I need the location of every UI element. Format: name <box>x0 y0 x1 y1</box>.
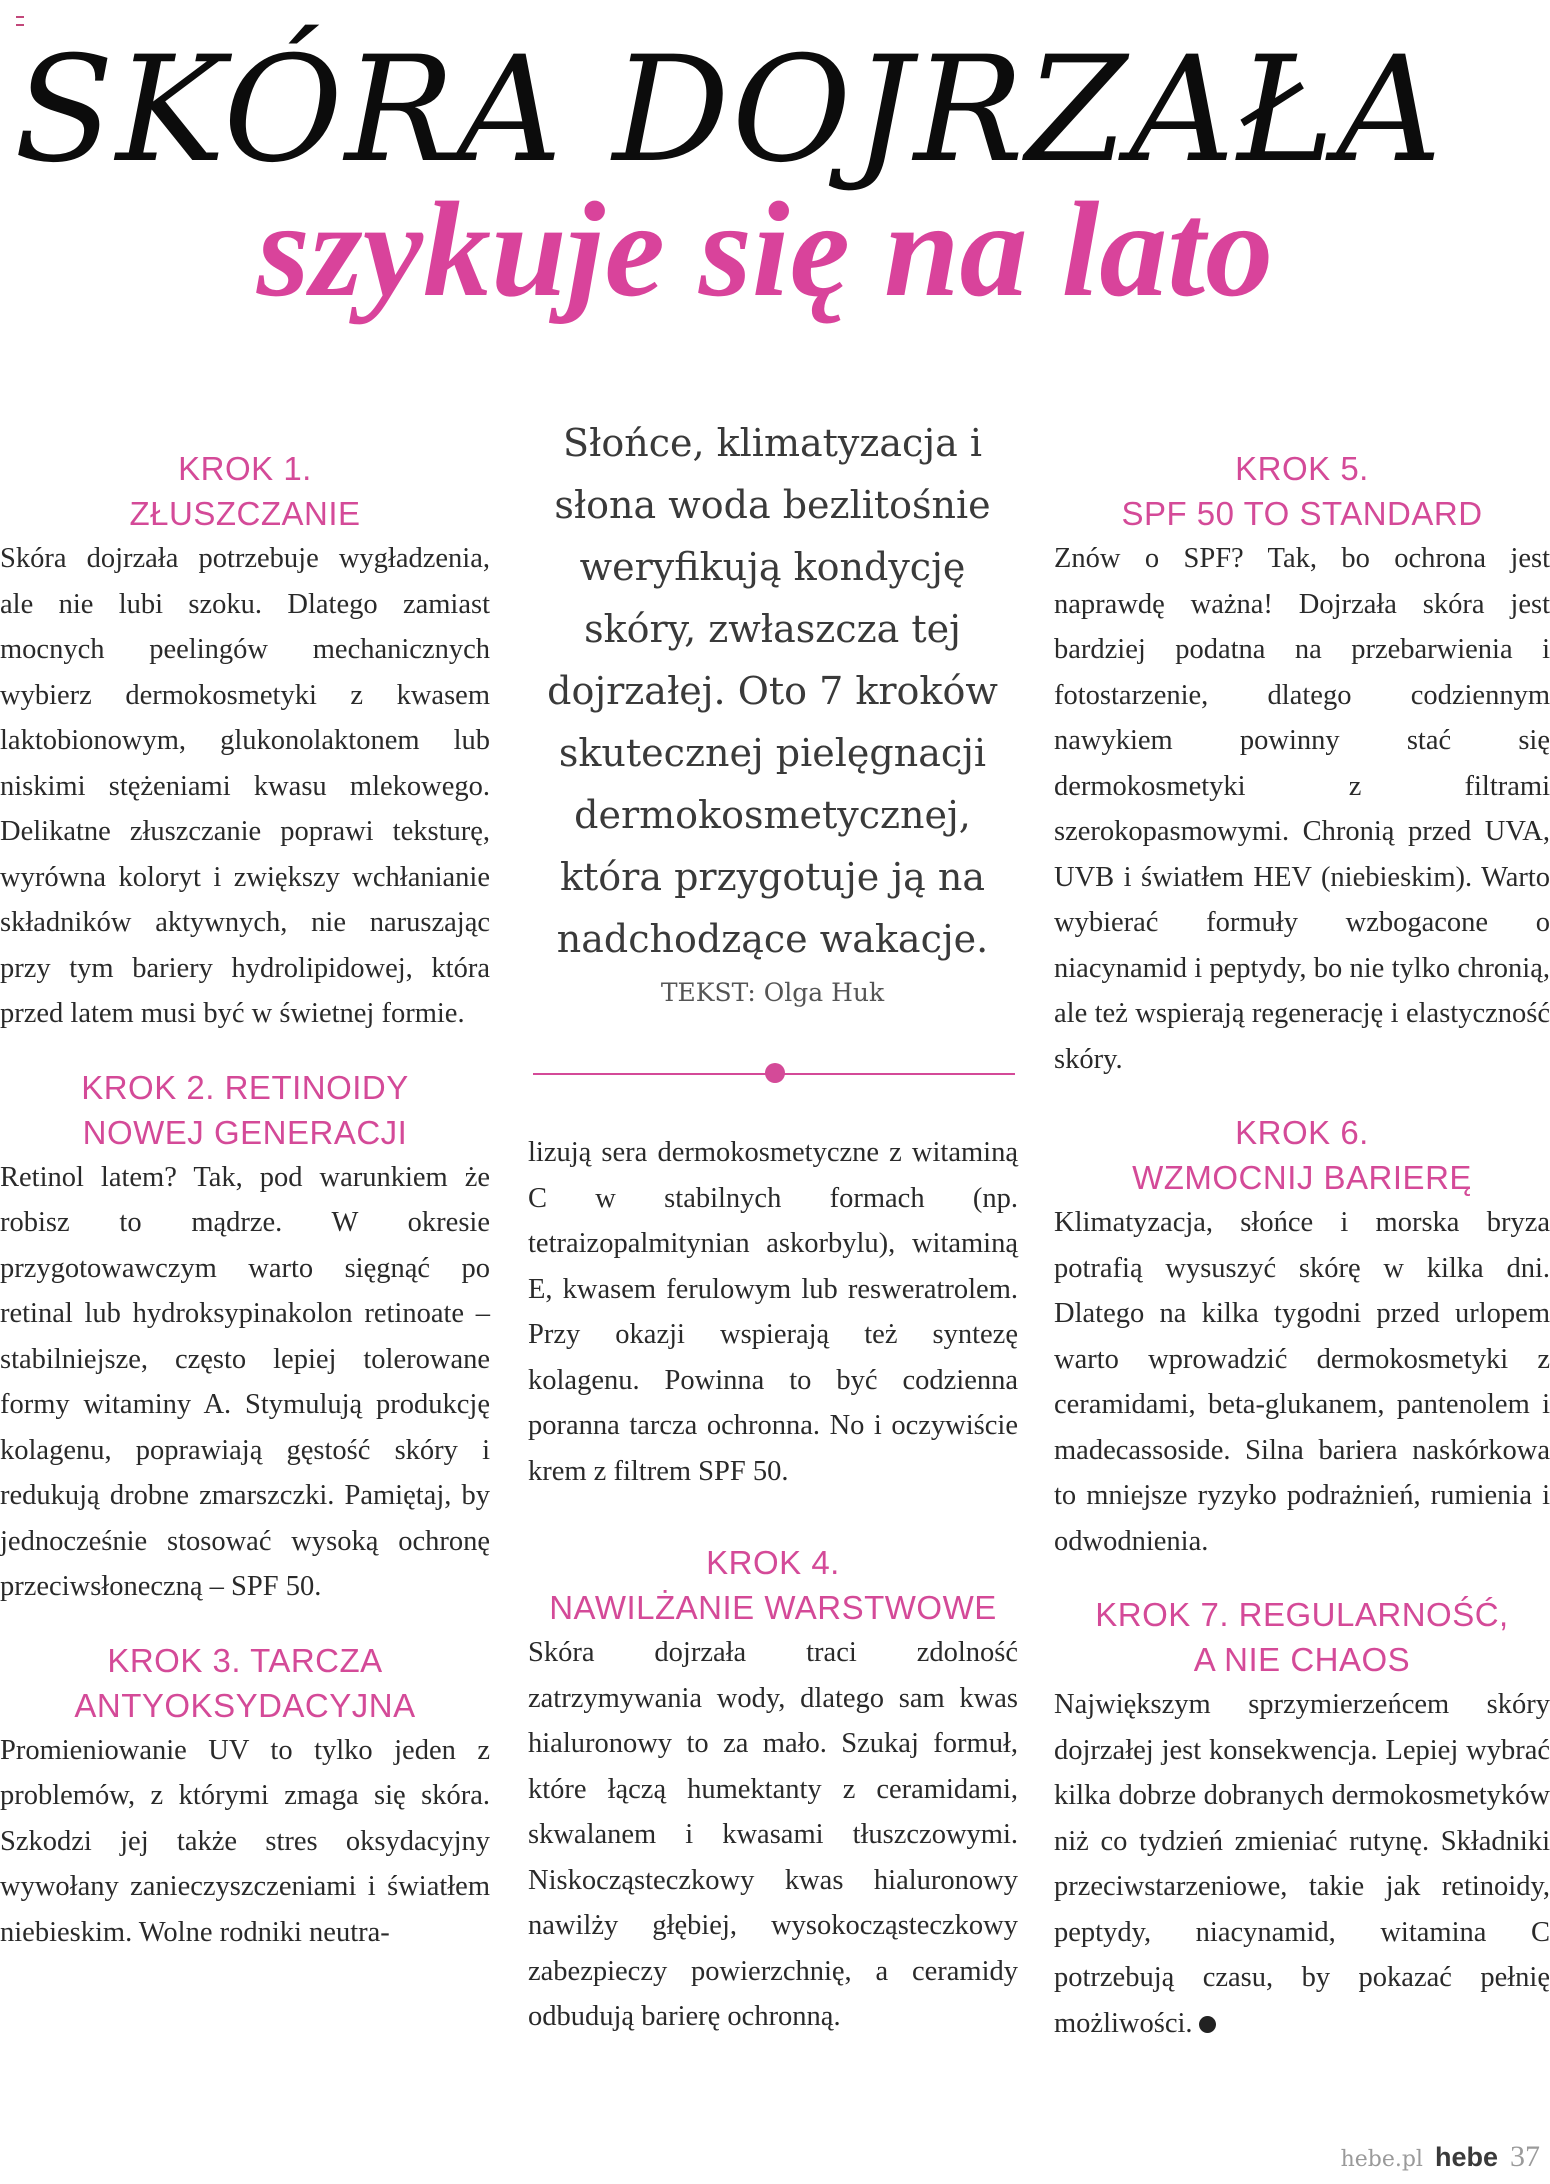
step-body: Skóra dojrzała traci zdolność zatrzymywania wody, dlatego sam kwas hialuronowy to za mało. Szukaj formuł, które łączą humektanty z ceramidami, skwalanem i kwasami tłuszczowymi. Niskocząsteczkowy kwas hialuronowy nawilży głębiej, wysokocząsteczkowy zabezpieczy powierzchnię, a ceramidy odbudują barierę ochronną. <box>528 1637 1018 2032</box>
step-7 <box>1054 1592 1550 2046</box>
step-heading-line: KROK 5. <box>1235 450 1369 487</box>
page-title: SKÓRA DOJRZAŁA <box>14 25 1444 195</box>
step-3 <box>0 1638 490 1956</box>
step-heading <box>0 1638 490 1728</box>
step-heading-line: ZŁUSZCZANIE <box>129 495 361 532</box>
step-heading <box>1054 1592 1550 1682</box>
step-heading-line: KROK 1. <box>178 450 312 487</box>
step-6 <box>1054 1110 1550 1564</box>
step-heading-line: A NIE CHAOS <box>1193 1641 1411 1678</box>
divider-dot <box>765 1063 785 1083</box>
step-heading-line: KROK 6. <box>1235 1114 1369 1151</box>
step-heading <box>0 1065 490 1155</box>
step-heading-line: WZMOCNIJ BARIERĘ <box>1132 1159 1472 1196</box>
step-body: Skóra dojrzała potrzebuje wygładzenia, ale nie lubi szoku. Dlatego zamiast mocnych peelingów mechanicznych wybierz dermokosmetyki z kwasem laktobionowym, glukonolaktonem lub niskimi stężeniami kwasu mlekowego. Delikatne złuszczanie poprawi teksturę, wyrówna koloryt i zwiększy wchłanianie składników aktywnych, nie naruszając przy tym bariery hydrolipidowej, która przed latem musi być w świetnej formie. <box>0 543 490 1029</box>
step-heading <box>1054 446 1550 536</box>
step-heading-line: NOWEJ GENERACJI <box>82 1113 408 1151</box>
step-5 <box>1054 446 1550 1082</box>
step-heading-line: NAWILŻANIE WARSTWOWE <box>549 1589 997 1626</box>
step-heading-line: SPF 50 TO STANDARD <box>1121 495 1483 532</box>
byline: TEKST: Olga Huk <box>660 978 885 1007</box>
step-2 <box>0 1065 490 1610</box>
step-body-text: Największym sprzymierzeńcem skóry dojrzałej jest konsekwencja. Lepiej wybrać kilka dobrze dobranych dermokosmetyków niż co tydzień zmieniać rutynę. Składniki przeciwstarzeniowe, takie jak retinoidy, peptydy, niacynamid, witamina C potrzebują czasu, by pokazać pełnię możliwości. <box>1054 1689 1550 2039</box>
step-body: Retinol latem? Tak, pod warunkiem że robisz to mądrze. W okresie przygotowawczym warto sięgnąć po retinal lub hydroksypinakolon retinoate – stabilniejsze, często lepiej tolerowane formy witaminy A. Stymulują produkcję kolagenu, poprawiają gęstość skóry i redukują drobne zmarszczki. Pamiętaj, by jednocześnie stosować wysoką ochronę przeciwsłoneczną – SPF 50. <box>0 1161 490 1602</box>
step-3-continued: lizują sera dermokosmetyczne z witaminą C w stabilnych formach (np. tetraizopalmitynian askorbylu), witaminą E, kwasem ferulowym lub resweratrolem. Przy okazji wspierają też syntezę kolagenu. Powinna to być codzienna poranna tarcza ochronna. No i oczywiście krem z filtrem SPF 50. <box>528 1137 1018 1487</box>
end-of-article-mark <box>1199 2016 1216 2033</box>
step-body: Klimatyzacja, słońce i morska bryza potrafią wysuszyć skórę w kilka dni. Dlatego na kilka tygodni przed urlopem warto wprowadzić dermokosmetyki z ceramidami, beta-glukanem, pantenolem i madecassoside. Silna bariera naskórkowa to mniejsze ryzyko podrażnień, rumienia i odwodnienia. <box>1054 1207 1550 1557</box>
column-middle <box>528 1130 1018 2040</box>
step-heading-line: ANTYOKSYDACYJNA <box>74 1686 416 1724</box>
page-footer <box>1341 2140 1540 2180</box>
lead-paragraph: Słońce, klimatyzacja i słona woda bezlitośnie weryfikują kondycję skóry, zwłaszcza tej dojrzałej. Oto 7 kroków skutecznej pielęgnacji dermokosmetycznej, która przygotuje ją na nadchodzące wakacje. <box>547 421 998 961</box>
step-heading <box>0 446 490 536</box>
page-subtitle: szykuje się na lato <box>256 175 1274 325</box>
step-heading-line: KROK 4. <box>706 1544 840 1581</box>
footer-brand-logo: hebe <box>1434 2142 1498 2172</box>
step-heading <box>1054 1110 1550 1200</box>
step-heading <box>528 1540 1018 1630</box>
column-right <box>1054 446 1550 2046</box>
step-heading-line: KROK 7. REGULARNOŚĆ, <box>1095 1596 1509 1633</box>
step-body <box>1054 1682 1550 2046</box>
step-4 <box>528 1540 1018 2040</box>
step-body: Znów o SPF? Tak, bo ochrona jest naprawdę ważna! Dojrzała skóra jest bardziej podatna na przebarwienia i fotostarzenie, dlatego codziennym nawykiem powinny stać się dermokosmetyki z filtrami szerokopasmowymi. Chronią przed UVA, UVB i światłem HEV (niebieskim). Warto wybierać formuły wzbogacone o niacynamid i peptydy, bo nie tylko chronią, ale też wspierają regenerację i elastyczność skóry. <box>1054 543 1550 1075</box>
step-heading-line: KROK 3. TARCZA <box>107 1641 383 1679</box>
step-body: Promieniowanie UV to tylko jeden z problemów, z którymi zmaga się skóra. Szkodzi jej także stres oksydacyjny wywołany zanieczyszczeniami i światłem niebieskim. Wolne rodniki neutra- <box>0 1734 490 1948</box>
column-left <box>0 446 490 1955</box>
footer-url: hebe.pl <box>1340 2147 1423 2172</box>
step-heading-line: KROK 2. RETINOIDY <box>81 1068 409 1106</box>
step-1 <box>0 446 490 1037</box>
page-number: 37 <box>1510 2140 1540 2173</box>
